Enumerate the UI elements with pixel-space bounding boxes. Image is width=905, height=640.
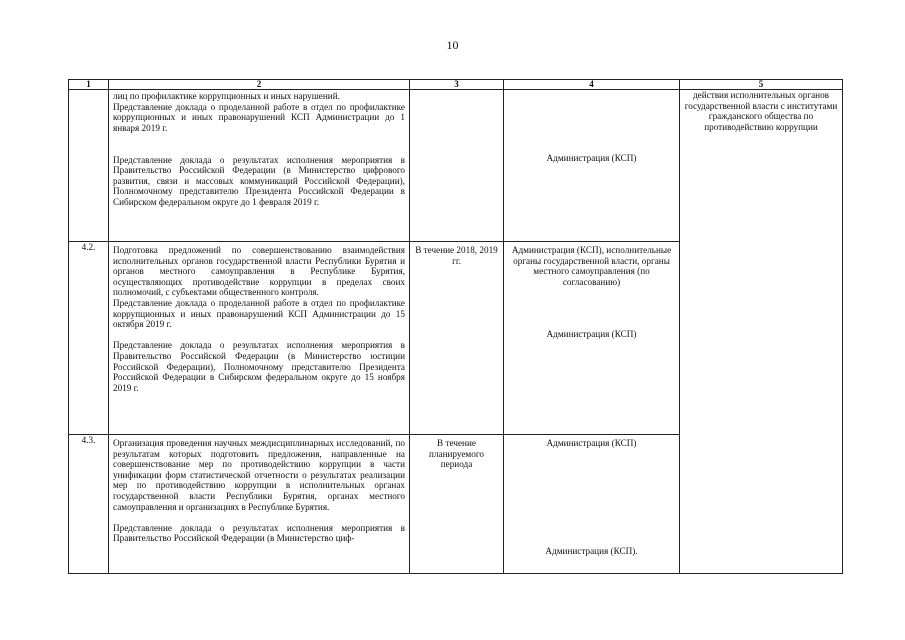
goal-text: действия исполнительных органов государственной власти с институтами гражданского общества по противодействию коррупции [684,90,838,132]
page-number: 10 [446,38,459,52]
row-number-cell: 4.2. [69,242,109,435]
executor-text: Администрация (КСП). [545,545,638,556]
measure-paragraph: Представление доклада о проделанной работе в отдел по профилактике коррупционных и иных правонарушений КСП Администрации до 1 января 2019 г. [113,101,405,133]
table-header-row [69,80,843,90]
row-number-cell [69,90,109,242]
column-header-3: 3 [410,80,504,90]
row-number-cell: 4.3. [69,435,109,574]
measure-text-cell [109,242,410,435]
measure-paragraph: Представление доклада о проделанной работе в отдел по профилактике коррупционных и иных правонарушений КСП Администрации до 15 октября 2019 г. [113,297,405,330]
column-header-1: 1 [69,80,109,90]
measure-paragraph: Представление доклада о результатах исполнения мероприятия в Правительство Российской Федерации (в Министерство циф- [113,522,405,544]
column-header-2: 2 [109,80,410,90]
column-header-5: 5 [680,80,843,90]
measure-text-cell [109,90,410,242]
measure-paragraph: лиц по профилактике коррупционных и иных нарушений. [113,91,340,101]
goal-cell [680,90,843,574]
measure-paragraph: Представление доклада о результатах исполнения мероприятия в Правительство Российской Федерации (в Министерство юстиции Российской Федерации), Полномочному представителю Президента Российской Федерации в Сибирском федеральном округе до 15 ноября 2019 г. [113,340,405,393]
measure-paragraph: Представление доклада о результатах исполнения мероприятия в Правительство Российской Федерации (в Министерство цифрового развития, связи и массовых коммуникаций Российской Федерации), Полномочному представителю Президента Российской Федерации в Сибирском федеральном округе до 1 февраля 2019 г. [113,154,405,207]
table-row [69,90,843,242]
term-cell [410,90,504,242]
executor-text: Администрация (КСП) [546,438,637,448]
column-header-4: 4 [504,80,680,90]
measure-paragraph: Организация проведения научных междисциплинарных исследований, по результатам которых подготовить предложения, направленные на совершенствование мер по противодействию коррупции в части унификации форм статистической отчетности о результатах реализации мер по противодействию коррупции в исполнительных органах государственной власти Республики Бурятия, органах местного самоуправления и организациях в Республике Бурятия. [113,438,405,512]
executor-text: Администрация (КСП), исполнительные органы государственной власти, органы местного самоуправления (по согласованию) [511,245,672,287]
executor-cell [504,435,680,574]
term-cell: В течение планируемого периода [410,435,504,574]
executor-cell [504,242,680,435]
measures-table [68,79,843,574]
measure-paragraph: Подготовка предложений по совершенствованию взаимодействия исполнительных органов государственной власти Республики Бурятия и органов местного самоуправления в Республике Бурятия, осуществляющих противодействие коррупции в пределах своих полномочий, с субъектами общественного контроля. [113,245,405,298]
executor-text: Администрация (КСП) [546,329,637,340]
executor-cell [504,90,680,242]
executor-text: Администрация (КСП) [546,153,637,163]
measure-text-cell [109,435,410,574]
term-cell: В течение 2018, 2019 гг. [410,242,504,435]
